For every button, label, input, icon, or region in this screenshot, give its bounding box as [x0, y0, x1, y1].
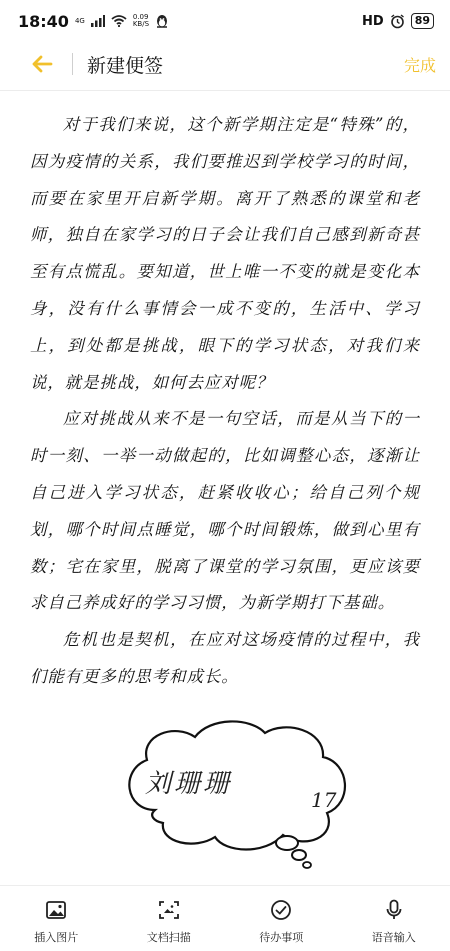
document-scan-button[interactable]: [114, 886, 224, 945]
header-separator: [0, 90, 450, 91]
todo-label: 待办事项: [259, 931, 304, 944]
battery-indicator: 89: [411, 13, 434, 29]
status-time: 18:40: [18, 11, 69, 31]
speed-unit: KB/S: [132, 20, 150, 28]
checkmark-circle-icon: [269, 898, 293, 922]
voice-input-button[interactable]: [339, 886, 449, 945]
network-speed: [133, 14, 149, 28]
thought-bubble-sticker: [115, 715, 355, 875]
image-icon: [44, 898, 68, 922]
insert-image-label: 插入图片: [34, 931, 79, 944]
arrow-left-icon: [31, 55, 53, 73]
back-button[interactable]: [30, 52, 54, 76]
speed-value: 0.09: [132, 13, 149, 21]
document-scan-label: 文档扫描: [146, 931, 191, 944]
signal-icon: [91, 15, 105, 27]
sticker-number: 17: [311, 788, 337, 812]
note-paragraph: 对于我们来说，这个新学期注定是“特殊”的，因为疫情的关系，我们要推迟到学校学习的时间，而要在家里开启新学期。离开了熟悉的课堂和老师，独自在家学习的日子会让我们自己感到新奇甚至有点慌乱。要知道，世上唯一不变的就是变化本身，没有什么事情会一成不变的，生活中、学习上，到处都是挑战，眼下的学习状态，对我们来说，就是挑战，如何去应对呢？: [30, 115, 420, 392]
bottom-toolbar: [0, 885, 450, 951]
voice-input-label: 语音输入: [371, 931, 416, 944]
microphone-icon: [382, 898, 406, 922]
note-paragraph: 危机也是契机，在应对这场疫情的过程中，我们能有更多的思考和成长。: [30, 630, 420, 686]
page-title: 新建便签: [87, 54, 164, 77]
sticker-name: 刘珊珊: [145, 769, 233, 799]
todo-button[interactable]: [226, 886, 336, 945]
app-header: [0, 42, 450, 86]
note-editor[interactable]: [30, 107, 420, 696]
hd-indicator: HD: [362, 13, 384, 29]
status-bar: [0, 0, 450, 42]
scan-icon: [157, 898, 181, 922]
done-button[interactable]: 完成: [403, 55, 436, 75]
qq-penguin-icon: [155, 14, 169, 29]
alarm-icon: [390, 14, 405, 29]
wifi-icon: [111, 15, 127, 27]
note-paragraph: 应对挑战从来不是一句空话，而是从当下的一时一刻、一举一动做起的，比如调整心态，逐渐让自己进入学习状态，赶紧收收心；给自己列个规划，哪个时间点睡觉，哪个时间锻炼，做到心里有数；宅在家里，脱离了课堂的学习氛围，更应该要求自己养成好的学习习惯，为新学期打下基础。: [30, 409, 420, 613]
header-divider: [72, 53, 73, 75]
network-type: 4G: [74, 16, 85, 25]
insert-image-button[interactable]: [1, 886, 111, 945]
